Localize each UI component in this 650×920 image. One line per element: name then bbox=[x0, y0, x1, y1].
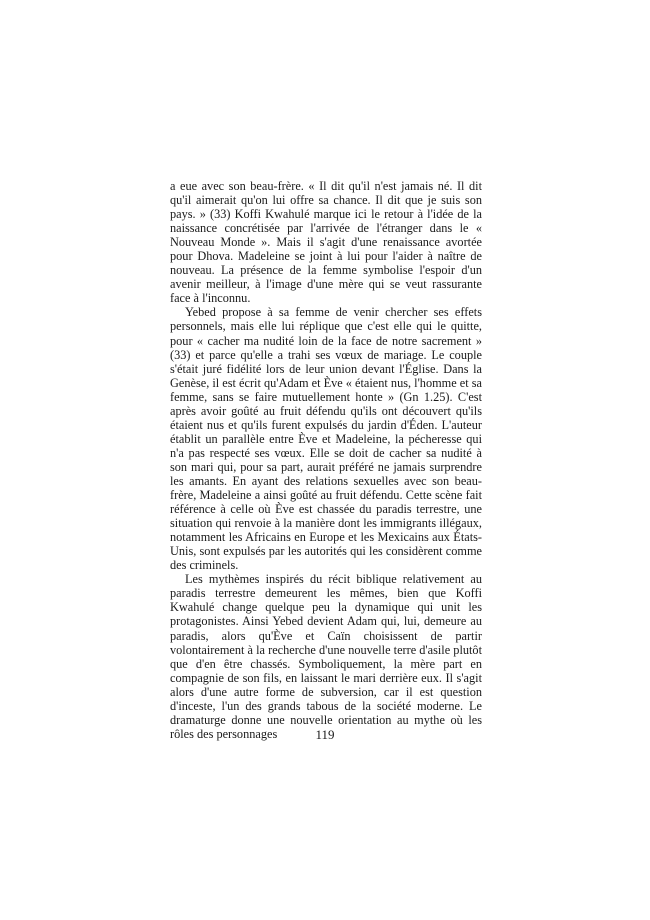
paragraph-1: a eue avec son beau-frère. « Il dit qu'il n'est jamais né. Il dit qu'il aimerait qu'on lui offre sa chance. Il dit que je suis son pays. » (33) Koffi Kwahulé marque ici le retour à l'idée de la naissance concrétisée par l'arrivée de l'étranger dans le « Nouveau Monde ». Mais il s'agit d'une renaissance avortée pour Dhova. Madeleine se joint à lui pour l'aider à naître de nouveau. La présence de la femme symbolise l'espoir d'un avenir meilleur, à l'image d'une mère qui se veut rassurante face à l'inconnu. bbox=[170, 179, 482, 306]
page-number: 119 bbox=[315, 727, 335, 742]
paragraph-3: Les mythèmes inspirés du récit biblique relativement au paradis terrestre demeurent les mêmes, bien que Koffi Kwahulé change quelque peu la dynamique qui unit les protagonistes. Ainsi Yebed devient Adam qui, lui, demeure au paradis, alors qu'Ève et Caïn choisissent de partir volontairement à la recherche d'une nouvelle terre d'asile plutôt que d'en être chassés. Symboliquement, la mère part en compagnie de son fils, en laissant le mari derrière eux. Il s'agit alors d'une autre forme de subversion, car il est question d'inceste, l'un des grands tabous de la société moderne. Le dramaturge donne une nouvelle orientation au mythe où les rôles des personnages bbox=[170, 572, 482, 741]
body-text bbox=[170, 179, 482, 741]
paragraph-2: Yebed propose à sa femme de venir chercher ses effets personnels, mais elle lui réplique que c'est elle qui le quitte, pour « cacher ma nudité loin de la face de notre sacrement » (33) et parce qu'elle a trahi ses vœux de mariage. Le couple s'était juré fidélité lors de leur union devant l'Église. Dans la Genèse, il est écrit qu'Adam et Ève « étaient nus, l'homme et sa femme, sans se faire mutuellement honte » (Gn 1.25). C'est après avoir goûté au fruit défendu qu'ils ont découvert qu'ils étaient nus et qu'ils furent expulsés du jardin d'Éden. L'auteur établit un parallèle entre Ève et Madeleine, la pécheresse qui n'a pas respecté ses vœux. Elle se doit de cacher sa nudité à son mari qui, pour sa part, aurait préféré ne jamais surprendre les amants. En ayant des relations sexuelles avec son beau-frère, Madeleine a ainsi goûté au fruit défendu. Cette scène fait référence à celle où Ève est chassée du paradis terrestre, une situation qui renvoie à la manière dont les immigrants illégaux, notamment les Africains en Europe et les Mexicains aux États-Unis, sont expulsés par les autorités qui les considèrent comme des criminels. bbox=[170, 305, 482, 573]
